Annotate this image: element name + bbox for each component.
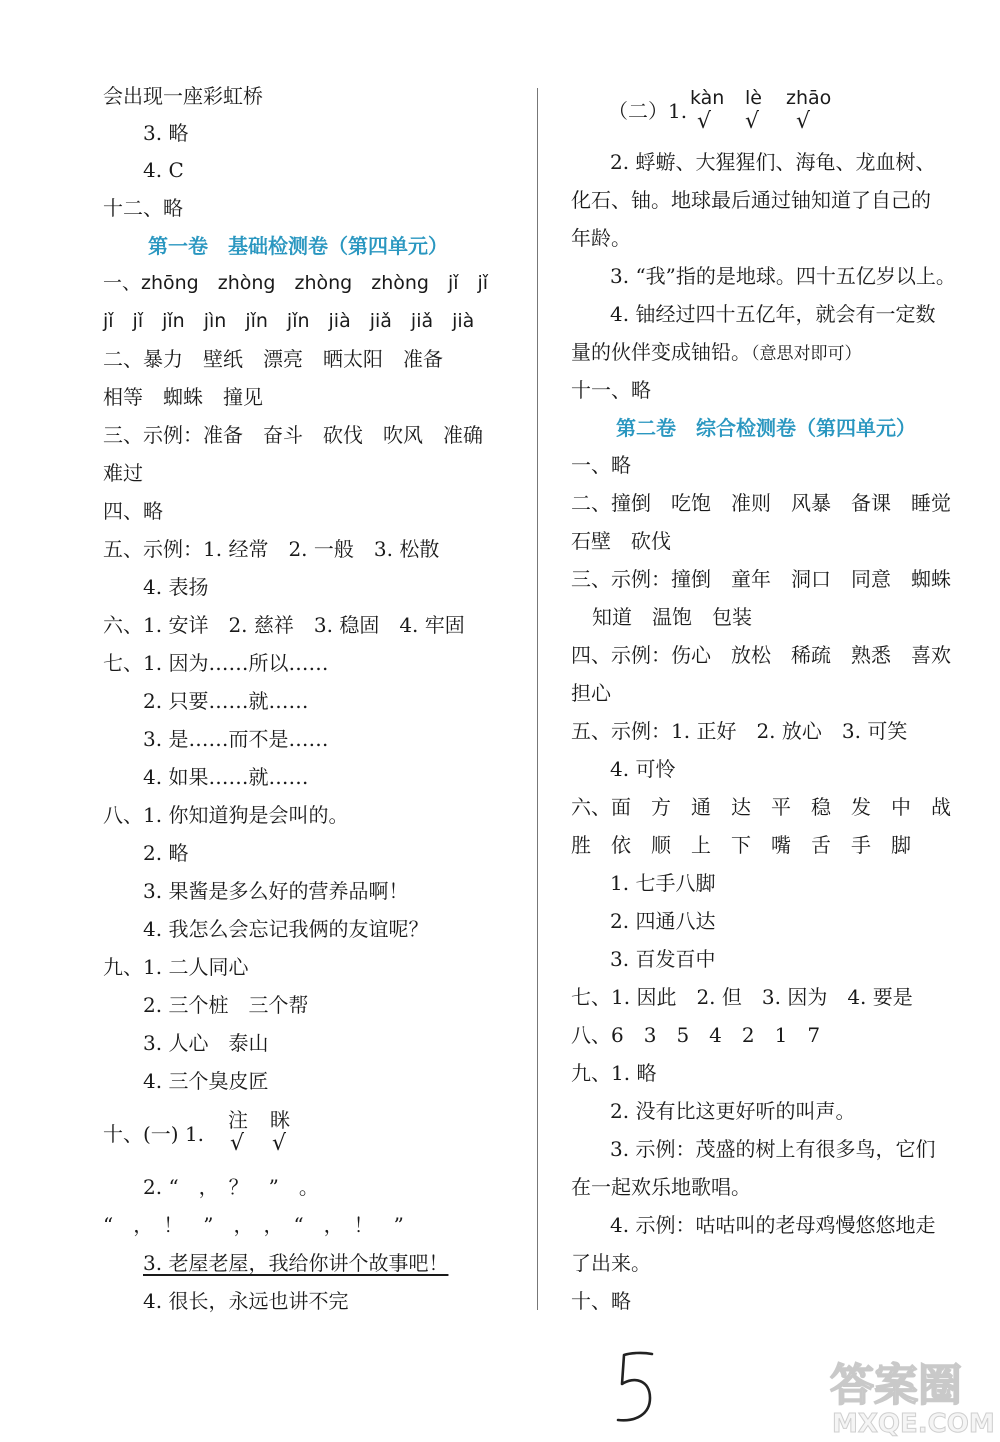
answer-line: 六、1. 安详 2. 慈祥 3. 稳固 4. 牢固 xyxy=(103,613,465,637)
answer-line: （二）1. xyxy=(608,99,688,123)
pinyin-word: kàn xyxy=(690,87,725,109)
answer-line: 4. 很长，永远也讲不完 xyxy=(143,1289,349,1313)
answer-line: 3. 果酱是多么好的营养品啊！ xyxy=(143,879,409,903)
pinyin-word: lè xyxy=(745,87,762,109)
check-word: 眯 xyxy=(270,1108,290,1132)
answer-line: 担心 xyxy=(571,681,611,705)
answer-text: 量的伙伴变成铀铅。 xyxy=(571,340,751,364)
handwritten-page-number xyxy=(612,1348,662,1430)
answer-line: 八、1. 你知道狗是会叫的。 xyxy=(103,803,349,827)
pinyin-word: zhāo xyxy=(786,87,832,109)
answer-line: “ ， ！ ” ， ， “ ， ！ ” xyxy=(103,1213,404,1237)
answer-line: 3. 人心 泰山 xyxy=(143,1031,269,1055)
svg-text:MXQE.COM: MXQE.COM xyxy=(832,1409,995,1438)
answer-line: 九、1. 二人同心 xyxy=(103,955,249,979)
answer-line: 三、示例：准备 奋斗 砍伐 吹风 准确 xyxy=(103,423,483,447)
answer-line: 四、示例：伤心 放松 稀疏 熟悉 喜欢 xyxy=(571,643,951,667)
section-heading: 第二卷 综合检测卷（第四单元） xyxy=(616,416,916,440)
answer-line: 3. 百发百中 xyxy=(610,947,716,971)
answer-line: 4. 可怜 xyxy=(610,757,676,781)
answer-line: 在一起欢乐地歌唱。 xyxy=(571,1175,751,1199)
underlined-answer: 3. 老屋老屋，我给你讲个故事吧！ xyxy=(143,1251,449,1275)
answer-line: 3. “我”指的是地球。四十五亿岁以上。 xyxy=(610,264,956,288)
answer-line: 4. 表扬 xyxy=(143,575,209,599)
pinyin-line: 一、zhōng zhòng zhòng zhòng jǐ jǐ xyxy=(103,272,489,294)
answer-line: 七、1. 因此 2. 但 3. 因为 4. 要是 xyxy=(571,985,913,1009)
answer-line: 了出来。 xyxy=(571,1251,651,1275)
check-mark-icon: √ xyxy=(745,109,760,134)
answer-line: 会出现一座彩虹桥 xyxy=(103,84,263,108)
answer-line: 2. 蜉蝣、大猩猩们、海龟、龙血树、 xyxy=(610,150,936,174)
answer-line: 胜 依 顺 上 下 嘴 舌 手 脚 xyxy=(571,833,911,857)
answer-line: 2. “ ， ？ ” 。 xyxy=(143,1175,319,1199)
answer-line: 2. 只要……就…… xyxy=(143,689,309,713)
answer-line: 4. 示例：咕咕叫的老母鸡慢悠悠地走 xyxy=(610,1213,936,1237)
column-divider xyxy=(537,88,538,1310)
answer-line: 相等 蜘蛛 撞见 xyxy=(103,385,263,409)
answer-line xyxy=(571,340,862,366)
answer-line: 十一、略 xyxy=(571,378,651,402)
answer-line: 二、撞倒 吃饱 准则 风暴 备课 睡觉 xyxy=(571,491,951,515)
check-mark-icon: √ xyxy=(796,109,811,134)
answer-line: 2. 没有比这更好听的叫声。 xyxy=(610,1099,856,1123)
svg-text:答案圈: 答案圈 xyxy=(830,1360,962,1411)
answer-line: 石壁 砍伐 xyxy=(571,529,671,553)
answer-line: 五、示例：1. 经常 2. 一般 3. 松散 xyxy=(103,537,440,561)
answer-line: 3. 示例：茂盛的树上有很多鸟，它们 xyxy=(610,1137,936,1161)
answer-line xyxy=(143,1251,448,1275)
watermark-logo xyxy=(826,1342,996,1438)
answer-line: 4. 如果……就…… xyxy=(143,765,309,789)
answer-line: 2. 四通八达 xyxy=(610,909,716,933)
answer-line: 十二、略 xyxy=(103,196,183,220)
answer-line: 三、示例：撞倒 童年 洞口 同意 蜘蛛 xyxy=(571,567,951,591)
answer-line: 1. 七手八脚 xyxy=(610,871,716,895)
check-mark-icon: √ xyxy=(697,109,712,134)
answer-line: 四、略 xyxy=(103,499,163,523)
answer-line: 二、暴力 壁纸 漂亮 晒太阳 准备 xyxy=(103,347,443,371)
answer-line: 六、面 方 通 达 平 稳 发 中 战 xyxy=(571,795,951,819)
answer-line: 知道 温饱 包装 xyxy=(592,605,752,629)
check-word: 注 xyxy=(228,1108,248,1132)
answer-line: 十、略 xyxy=(571,1289,631,1313)
check-mark-icon: √ xyxy=(272,1131,287,1156)
answer-note: （意思对即可） xyxy=(751,344,862,364)
answer-line: 4. C xyxy=(143,158,184,182)
answer-line: 2. 略 xyxy=(143,841,189,865)
pinyin-line: jǐ jǐ jǐn jìn jǐn jǐn jià jiǎ jiǎ jià xyxy=(103,310,475,332)
answer-line: 3. 是……而不是…… xyxy=(143,727,329,751)
answer-line: 化石、铀。地球最后通过铀知道了自己的 xyxy=(571,188,931,212)
answer-line: 2. 三个桩 三个帮 xyxy=(143,993,309,1017)
answer-line: 八、6 3 5 4 2 1 7 xyxy=(571,1023,821,1047)
answer-line: 九、1. 略 xyxy=(571,1061,657,1085)
answer-line: 七、1. 因为……所以…… xyxy=(103,651,329,675)
check-mark-icon: √ xyxy=(230,1131,245,1156)
answer-line: 一、略 xyxy=(571,453,631,477)
answer-line: 年龄。 xyxy=(571,226,631,250)
section-heading: 第一卷 基础检测卷（第四单元） xyxy=(148,234,448,258)
answer-line: 3. 略 xyxy=(143,121,189,145)
answer-line: 难过 xyxy=(103,461,143,485)
answer-line: 4. 我怎么会忘记我俩的友谊呢？ xyxy=(143,917,429,941)
answer-line: 五、示例：1. 正好 2. 放心 3. 可笑 xyxy=(571,719,908,743)
answer-line: 十、(一) 1. xyxy=(103,1122,205,1146)
answer-line: 4. 铀经过四十五亿年，就会有一定数 xyxy=(610,302,936,326)
answer-line: 4. 三个臭皮匠 xyxy=(143,1069,269,1093)
